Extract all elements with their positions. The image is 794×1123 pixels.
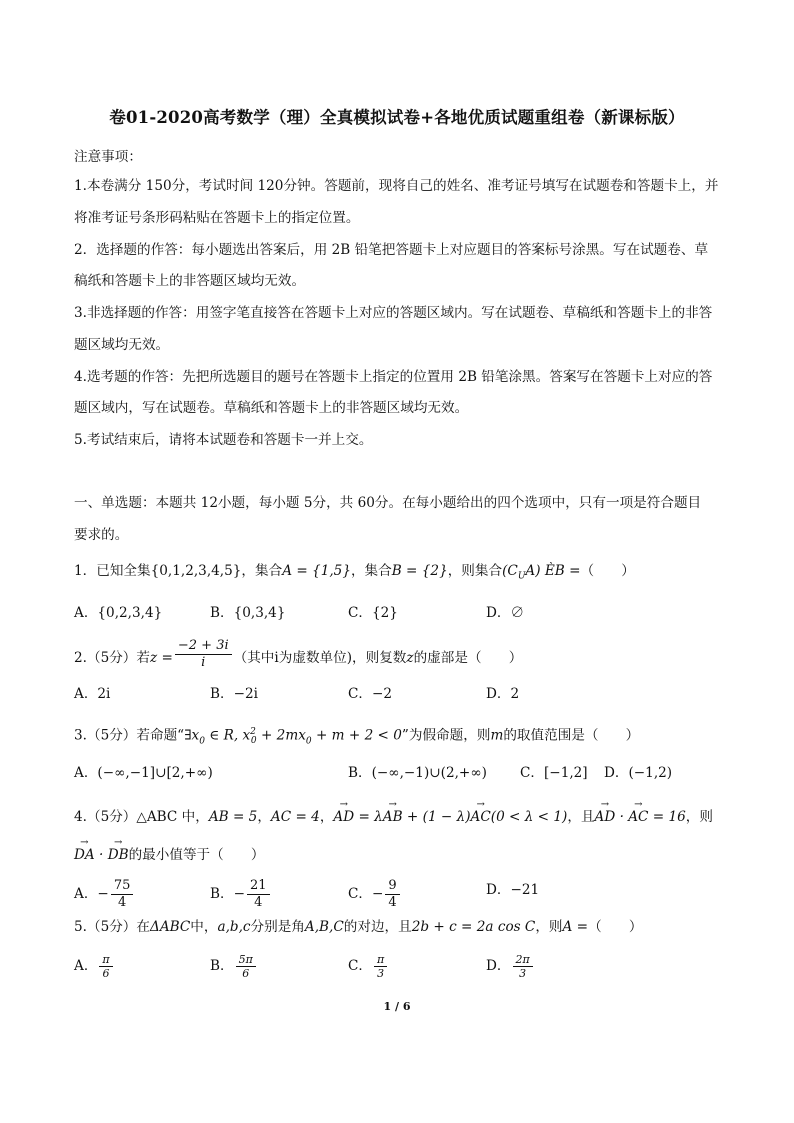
q5-option-b-den: 6: [242, 967, 250, 980]
q3-prop: ∃x: [184, 727, 200, 744]
q4-option-b-num: 21: [247, 878, 270, 895]
q4-ac: AC = 4: [270, 809, 320, 825]
q4-option-c-den: 4: [388, 895, 397, 910]
q5-option-b-label: B．: [210, 958, 234, 974]
q5-option-d-label: D．: [486, 958, 511, 974]
q5-option-c-fraction: [374, 953, 387, 980]
q4-option-c: [348, 878, 402, 911]
q1-option-d: D．∅: [486, 605, 525, 621]
q5-mid4: ，则: [535, 919, 563, 935]
section-heading-cont: 要求的。: [74, 527, 129, 543]
q2-option-b: B．−2i: [210, 686, 258, 702]
q3-mid: ”为假命题，则: [401, 727, 491, 744]
q4-vector-db: → DB: [108, 845, 129, 865]
q4-option-b: [210, 878, 272, 911]
q3-prop2-sub: 0: [250, 736, 257, 747]
q4-vector-ac-2: → AC: [628, 807, 648, 827]
page-title: 卷01-2020高考数学（理）全真模拟试卷+各地优质试题重组卷（新课标版）: [109, 108, 685, 127]
q5-option-d-fraction: [513, 953, 533, 980]
q5-option-a-num: π: [99, 953, 112, 967]
q3-prop2: ∈ R, x: [204, 727, 251, 744]
q3-option-d: D．(−1,2): [604, 765, 673, 781]
q5-mid1: 中，: [190, 919, 218, 935]
q4-plus: + (1 − λ): [402, 809, 471, 825]
q1-paren: （ ）: [580, 563, 635, 579]
q4-cond: (0 < λ < 1): [490, 809, 568, 825]
q5-option-d-num: 2π: [513, 953, 533, 967]
q2-mid: （其中i为虚数单位)，则复数: [233, 650, 407, 666]
q5-equation: 2b + c = 2a cos C: [411, 919, 536, 935]
q1-universe: {0,1,2,3,4,5}: [150, 563, 242, 579]
q1-mid2: ，集合: [350, 563, 392, 579]
q4-option-d: D．−21: [486, 882, 540, 898]
q4-vector-ad-2: → AD: [595, 807, 616, 827]
q3-prop3: + 2mx: [256, 727, 306, 744]
q2-var: z: [406, 650, 414, 666]
q2-numerator: −2 + 3i: [175, 638, 232, 655]
q4-option-c-num: 9: [385, 878, 399, 895]
q3-prop3-sub: 0: [305, 736, 312, 747]
q5-triangle: ΔABC: [150, 919, 191, 935]
question-1: [74, 561, 635, 587]
q1-expr2: A) ÈB =: [525, 563, 581, 579]
q4-suffix: ，则: [685, 809, 713, 825]
q4-vector-da: → DA: [74, 845, 95, 865]
page-number: 1 / 6: [383, 1000, 411, 1013]
q4-prefix: 4.（5分）△ABC 中，: [74, 809, 209, 825]
q4-vector-ab: → AB: [383, 807, 403, 827]
q4-val: = 16: [648, 809, 686, 825]
notice-item-2-cont: 稿纸和答题卡上的非答题区域均无效。: [74, 273, 306, 289]
q3-prop4: + m + 2 < 0: [311, 727, 402, 744]
q5-option-a-fraction: [99, 953, 112, 980]
section-heading: 一、单选题：本题共 12小题，每小题 5分，共 60分。在每小题给出的四个选项中，只有一项是符合题目: [74, 495, 702, 511]
q3-option-a: A．(−∞,−1]∪[2,+∞): [74, 765, 213, 781]
q1-expr: (C: [502, 563, 518, 579]
q1-option-b: B．{0,3,4}: [210, 605, 286, 621]
q4-option-a-fraction: [111, 878, 134, 911]
q3-prop2-sup: 2: [250, 727, 256, 737]
question-3: [74, 722, 639, 751]
q4-eq: = λ: [354, 809, 383, 825]
q3-prop-sub: 0: [199, 736, 205, 747]
question-4-cont: [74, 845, 265, 865]
notice-item-4-cont: 题区域内，写在试题卷。草稿纸和答题卡上的非答题区域均无效。: [74, 400, 469, 416]
notice-heading: 注意事项：: [74, 149, 142, 165]
q4-option-b-fraction: [247, 878, 270, 911]
q4-option-a-den: 4: [117, 895, 127, 910]
q5-option-c-num: π: [374, 953, 387, 967]
notice-item-1: 1.本卷满分 150分，考试时间 120分钟。答题前，现将自己的姓名、准考证号填写在试题卷和答题卡上，并: [74, 178, 719, 194]
q2-option-d: D．2: [486, 686, 520, 702]
q5-option-a: [74, 953, 115, 980]
q5-option-a-den: 6: [102, 967, 110, 980]
question-4: [74, 807, 713, 827]
q5-prefix: 5.（5分）在: [74, 919, 150, 935]
q4-line2-tail: 的最小值等于（ ）: [128, 847, 265, 863]
notice-item-3: 3.非选择题的作答：用签字笔直接答在答题卡上对应的答题区域内。写在试题卷、草稿纸和答题卡上的非答: [74, 305, 713, 321]
q5-mid3: 的对边，且: [343, 919, 412, 935]
q2-suffix: 的虚部是（ ）: [413, 650, 523, 666]
q2-prefix: 2.（5分）若: [74, 650, 150, 666]
q2-option-c: C．−2: [348, 686, 393, 702]
q5-option-d: [486, 953, 535, 980]
q2-option-a: A．2i: [74, 686, 111, 702]
q1-prefix: 1．已知全集: [74, 563, 151, 579]
q3-suffix: 的取值范围是（ ）: [503, 727, 640, 744]
question-5: [74, 917, 642, 937]
q4-ab: AB = 5: [208, 809, 258, 825]
q4-option-b-den: 4: [254, 895, 263, 910]
q5-option-b-fraction: [236, 953, 256, 980]
q5-option-d-den: 3: [519, 967, 527, 980]
q2-fraction: [175, 638, 232, 671]
q1-set-b: B = {2}: [391, 563, 448, 579]
q4-comma1: ，: [257, 809, 271, 825]
q4-dot: ·: [615, 809, 629, 825]
q4-option-a: [74, 878, 135, 911]
notice-item-3-cont: 题区域均无效。: [74, 337, 170, 353]
q1-mid3: ，则集合: [447, 563, 503, 579]
q4-line2-dot: ·: [94, 847, 108, 863]
q3-prefix: 3.（5分）若命题“: [74, 727, 185, 744]
notice-item-5: 5.考试结束后，请将本试题卷和答题卡一并上交。: [74, 432, 373, 448]
question-2: [74, 638, 523, 671]
q4-vector-ac: → AC: [471, 807, 491, 827]
q4-comma2: ，: [319, 809, 334, 825]
q3-var: m: [490, 727, 504, 744]
q4-option-c-fraction: [385, 878, 399, 911]
q3-option-b: B．(−∞,−1)∪(2,+∞): [348, 765, 487, 781]
notice-item-2: 2．选择题的作答：每小题选出答案后，用 2B 铅笔把答题卡上对应题目的答案标号涂黑。写在试题卷、草: [74, 242, 709, 258]
notice-item-1-cont: 将准考证号条形码粘贴在答题卡上的指定位置。: [74, 210, 360, 226]
notice-item-4: 4.选考题的作答：先把所选题目的题号在答题卡上指定的位置用 2B 铅笔涂黑。答案写在答题卡上对应的答: [74, 369, 713, 385]
q5-option-b: [210, 953, 258, 980]
q1-option-a: A．{0,2,3,4}: [74, 605, 163, 621]
q5-option-c-den: 3: [377, 967, 385, 980]
q4-option-a-num: 75: [111, 878, 134, 895]
q4-option-b-label: B．−: [210, 886, 245, 902]
q3-option-c: C．[−1,2]: [520, 765, 588, 781]
q2-denominator: i: [201, 655, 206, 670]
q5-sides: a,b,c: [217, 919, 251, 935]
q4-option-a-label: A．−: [74, 886, 109, 902]
q5-paren: （ ）: [588, 919, 643, 935]
q5-option-c-label: C．: [348, 958, 372, 974]
q4-option-c-label: C．−: [348, 886, 384, 902]
q5-mid2: 分别是角: [250, 919, 305, 935]
q1-mid1: ，集合: [241, 563, 283, 579]
q5-angles: A,B,C: [304, 919, 344, 935]
q1-set-a: A = {1,5}: [282, 563, 351, 579]
q5-var: A =: [562, 919, 589, 935]
q5-option-c: [348, 953, 389, 980]
q4-mid: ，且: [567, 809, 595, 825]
q1-option-c: C．{2}: [348, 605, 398, 621]
q5-option-a-label: A．: [74, 958, 98, 974]
q5-option-b-num: 5π: [236, 953, 256, 967]
q2-z-eq: z =: [150, 650, 173, 666]
q4-vector-ad: → AD: [333, 807, 354, 827]
q1-expr-sub: U: [517, 571, 526, 582]
